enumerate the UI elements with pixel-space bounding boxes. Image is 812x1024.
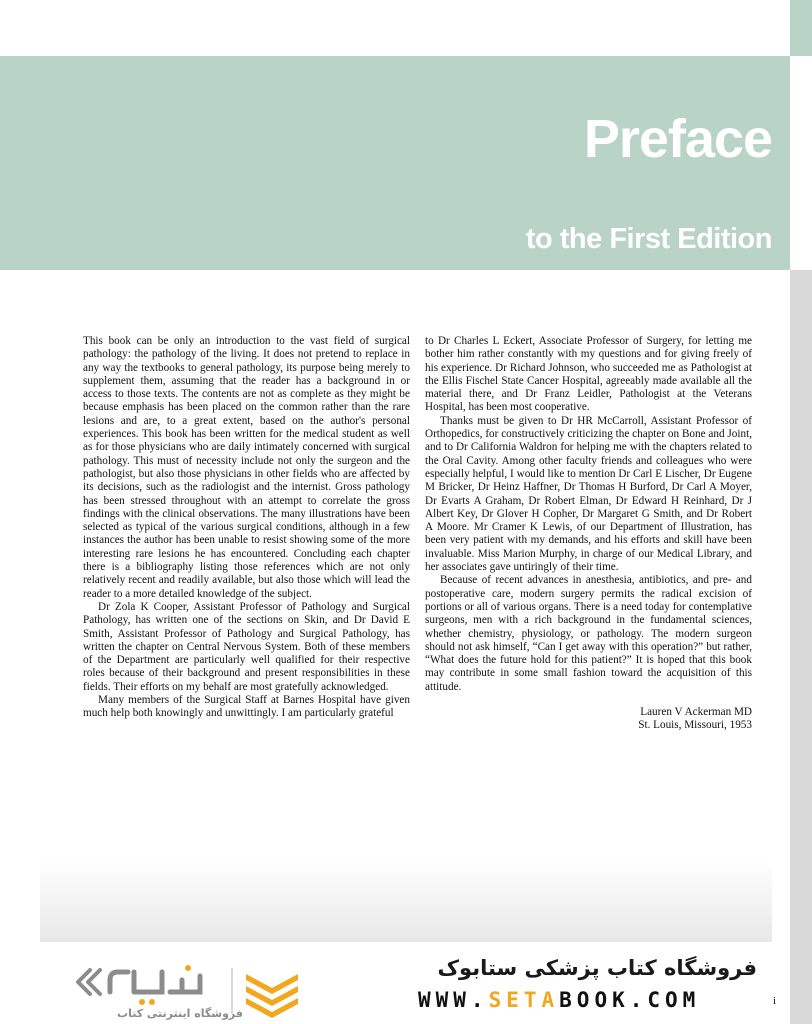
page-bottom-fade (40, 860, 772, 942)
signature-block (425, 706, 752, 733)
logo-tagline: فروشگاه اینترنتی کتاب (117, 1007, 243, 1020)
page-subtitle: to the First Edition (525, 223, 772, 255)
paragraph: Because of recent advances in anesthesia, antibiotics, and pre- and postoperative care, modern surgery permits the radical excision of portions or all of various organs. There is a need today for contemplative surgeons, men with a rich background in the fundamental sciences, whether chemistry, physiology, or pathology. The modern surgeon should not ask himself, “Can I get away with this operation?” but rather, “What does the future hold for this patient?” It is hoped that this book may contribute in some small fashion toward the acquisition of this attitude. (425, 574, 752, 693)
page-number: i (773, 995, 777, 1007)
paragraph: Dr Zola K Cooper, Assistant Professor of Pathology and Surgical Pathology, has written one of the sections on Skin, and Dr David E Smith, Assistant Professor of Pathology and Surgical Pathology, has written the chapter on Central Nervous System. Both of these members of the Department are particularly well qualified for their respective roles because of their background and present responsibilities in these fields. Their efforts on my behalf are most gratefully acknowledged. (83, 600, 410, 693)
paragraph: Thanks must be given to Dr HR McCarroll, Assistant Professor of Orthopedics, for constructively criticizing the chapter on Bone and Joint, and to Dr California Waldron for helping me with the chapters related to the Oral Cavity. Among other faculty friends and colleagues who were especially helpful, I would like to mention Dr Carl E Lischer, Dr Eugene M Bricker, Dr Heinz Haffner, Dr Thomas H Burford, Dr Carl A Moyer, Dr Evarts A Graham, Dr Robert Elman, Dr Edward H Reinhard, Dr J Albert Key, Dr Glover H Copher, Dr Margaret G Smith, and Dr Robert A Moore. Mr Cramer K Lewis, of our Department of Illustration, has been very patient with my demands, and his efforts and skill have been invaluable. Miss Marion Murphy, in charge of our Medical Library, and her associates gave untiringly of their time. (425, 414, 752, 574)
body-column-left (83, 335, 410, 721)
right-edge-strip (790, 270, 812, 1024)
paragraph: Many members of the Surgical Staff at Barnes Hospital have given much help both knowingly and unwittingly. I am particularly grateful (83, 694, 410, 720)
website-url: WWW.SETABOOK.COM (418, 988, 701, 1012)
chevron-left-icon (78, 970, 100, 994)
logo-letterforms (110, 972, 200, 992)
right-edge-strip-top (790, 0, 812, 56)
signature-name: Lauren V Ackerman MD (640, 706, 752, 719)
body-column-right (425, 335, 752, 733)
store-name: فروشگاه کتاب پزشکی ستابوک (437, 956, 757, 980)
paragraph: to Dr Charles L Eckert, Associate Professor of Surgery, for letting me bother him rather constantly with my questions and for giving freely of his experience. Dr Richard Johnson, who succeeded me as Pathologist at the Ellis Fischel State Cancer Hospital, agreeably made available all the material there, and Dr Franz Leidler, Pathologist at the Veterans Hospital, has been most cooperative. (425, 335, 752, 414)
setabook-logo (70, 962, 310, 1022)
signature-place-date: St. Louis, Missouri, 1953 (638, 719, 752, 732)
paragraph: This book can be only an introduction to the vast field of surgical pathology: the pathology of the living. It does not pretend to replace in any way the textbooks to general pathology, its purpose being merely to supplement them, assuming that the reader has a background in or access to those texts. The contents are not as complete as they might be because emphasis has been placed on the common rather than the rare lesions and are, to a great extent, based on the author's personal experiences. This book has been written for the medical student as well as for those physicians who are daily intimately concerned with surgical pathology. This must of necessity include not only the surgeon and the pathologist, but also those physicians in other fields who are affected by its decisions, such as the radiologist and the internist. Gross pathology has been stressed throughout with an attempt to correlate the gross findings with the clinical observations. The many illustrations have been selected as typical of the various surgical conditions, although in a few instances the author has been unable to resist showing some of the more interesting rare lesions he has encountered. Concluding each chapter there is a bibliography listing those references which are not only relatively recent and readily available, but also those which will lead the reader to a more detailed knowledge of the subject. (83, 335, 410, 600)
book-stack-icon (246, 974, 298, 1018)
page-title: Preface (583, 109, 772, 169)
